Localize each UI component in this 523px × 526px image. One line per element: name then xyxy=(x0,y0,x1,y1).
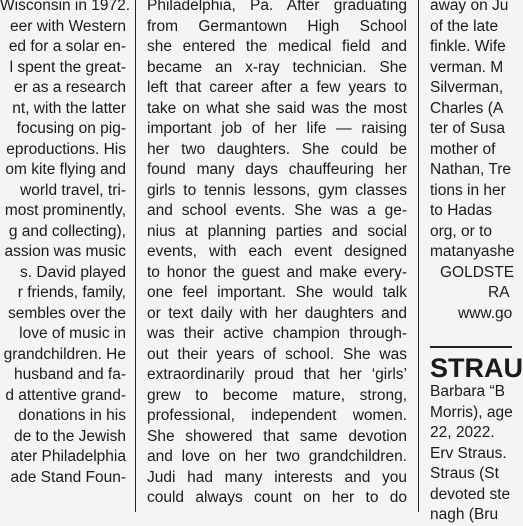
obituary-line: Morris), age xyxy=(430,403,513,421)
left-column-line: r friends, family, xyxy=(17,284,126,301)
left-column-line: l spent the great- xyxy=(9,58,126,76)
left-column xyxy=(0,0,131,488)
left-column-line: om kite flying and xyxy=(5,161,126,178)
middle-column-line: extraordinarily proud that her ‘girls’ xyxy=(147,366,407,383)
middle-column-line: from Germantown High School xyxy=(147,17,407,35)
middle-column-line: left that career after a few years to xyxy=(147,79,407,96)
middle-column-line: grew to become mature, strong, xyxy=(147,386,407,404)
right-column-line: verman. M xyxy=(430,58,504,76)
left-column-line: nt, with the latter xyxy=(12,99,126,117)
middle-column-line: and school events. She was a ge- xyxy=(147,202,407,219)
obituary-line: Barbara “B xyxy=(430,383,505,400)
middle-column-line: to honor the guest and make every- xyxy=(147,263,407,281)
obituary-line: nagh (Bru xyxy=(430,506,499,523)
right-column-line: to Hadas xyxy=(430,202,493,219)
funeral-home-notice xyxy=(430,263,515,325)
obituary-line: devoted ste xyxy=(430,485,511,503)
right-column-line: of the late xyxy=(430,17,499,35)
left-column-line: ed for a solar en- xyxy=(8,38,126,55)
funeral-home-line: RA xyxy=(488,284,510,301)
middle-column-line: one feel important. She would talk xyxy=(147,284,407,301)
middle-column-line: Philadelphia, Pa. After graduating xyxy=(147,0,407,14)
obituary-line: Straus (St xyxy=(430,465,499,482)
left-column-line: g and collecting), xyxy=(8,222,126,240)
right-column-line: mother of xyxy=(430,140,496,158)
right-column-line: Nathan, Tre xyxy=(430,161,511,178)
left-column-line: husband and fa- xyxy=(13,366,126,383)
middle-column-line: nius at planning parties and social xyxy=(147,222,407,240)
left-column-line: ade Stand Foun- xyxy=(10,468,126,486)
middle-column-line: found many days chauffeuring her xyxy=(147,161,407,178)
left-column-line: assion was music xyxy=(4,243,126,260)
left-column-line: world travel, tri- xyxy=(20,181,126,199)
middle-column-line: her two daughters. She could be xyxy=(147,140,407,158)
right-column-line: Charles (A xyxy=(430,99,504,117)
left-column-line: er as a research xyxy=(14,79,126,96)
right-column-line: finkle. Wife xyxy=(430,38,506,55)
left-column-line: donations in his xyxy=(18,407,126,424)
left-column-line: Wisconsin in 1972. xyxy=(0,0,131,14)
middle-column-line: was their active champion through- xyxy=(147,325,407,342)
middle-column-line: girls to tennis lessons, gym classes xyxy=(147,181,407,199)
middle-column-line: and love on her two grandchildren. xyxy=(147,448,407,465)
middle-column-line: could always count on her to do xyxy=(147,489,407,506)
left-column-line: focusing on pig- xyxy=(16,120,126,137)
middle-column-line: she entered the medical field and xyxy=(147,38,407,55)
obituary-divider xyxy=(430,346,512,348)
middle-column xyxy=(147,0,407,509)
left-column-line: s. David played xyxy=(20,263,126,281)
middle-column-line: or text daily with her daughters and xyxy=(147,304,407,322)
right-column xyxy=(430,0,523,523)
middle-column-line: take on what she said was the most xyxy=(147,99,407,117)
right-column-line: org, or to xyxy=(430,222,493,240)
middle-column-line: out their years of school. She was xyxy=(147,345,407,363)
funeral-home-line: GOLDSTE xyxy=(440,263,515,281)
right-column-line: Silverman, xyxy=(430,79,504,96)
right-column-line: away on Ju xyxy=(430,0,509,14)
middle-column-line: Judi had many interests and you xyxy=(147,468,407,486)
right-column-line: tions in her xyxy=(430,181,506,199)
right-column-line: matanyashe xyxy=(430,243,515,260)
left-column-line: sembles over the xyxy=(7,304,126,322)
obituary-line: 22, 2022. xyxy=(430,424,495,441)
left-column-line: love of music in xyxy=(19,325,126,342)
column-rule-left xyxy=(135,0,136,512)
left-column-line: ater Philadelphia xyxy=(10,448,126,465)
left-column-line: d attentive grand- xyxy=(5,386,126,404)
left-column-line: eer with Western xyxy=(9,17,126,35)
column-rule-right xyxy=(418,0,419,512)
right-column-line: ter of Susa xyxy=(430,120,505,137)
obituary-line: Erv Straus. xyxy=(430,444,507,462)
funeral-home-line: www.go xyxy=(458,304,513,322)
obituary-surname-heading: STRAU xyxy=(430,353,523,383)
obituary-body xyxy=(430,382,512,526)
middle-column-line: She showered that same devotion xyxy=(147,427,407,445)
left-column-line: de to the Jewish xyxy=(13,427,126,445)
middle-column-line: important job of her life — raising xyxy=(147,120,407,137)
left-column-line: grandchildren. He xyxy=(3,345,126,363)
middle-column-line: events, with each event designed xyxy=(147,243,407,260)
left-column-line: eproductions. His xyxy=(6,140,126,158)
left-column-line: most prominently, xyxy=(4,202,126,219)
middle-column-line: became an x-ray technician. She xyxy=(147,58,407,76)
middle-column-line: professional, independent women. xyxy=(147,407,407,424)
